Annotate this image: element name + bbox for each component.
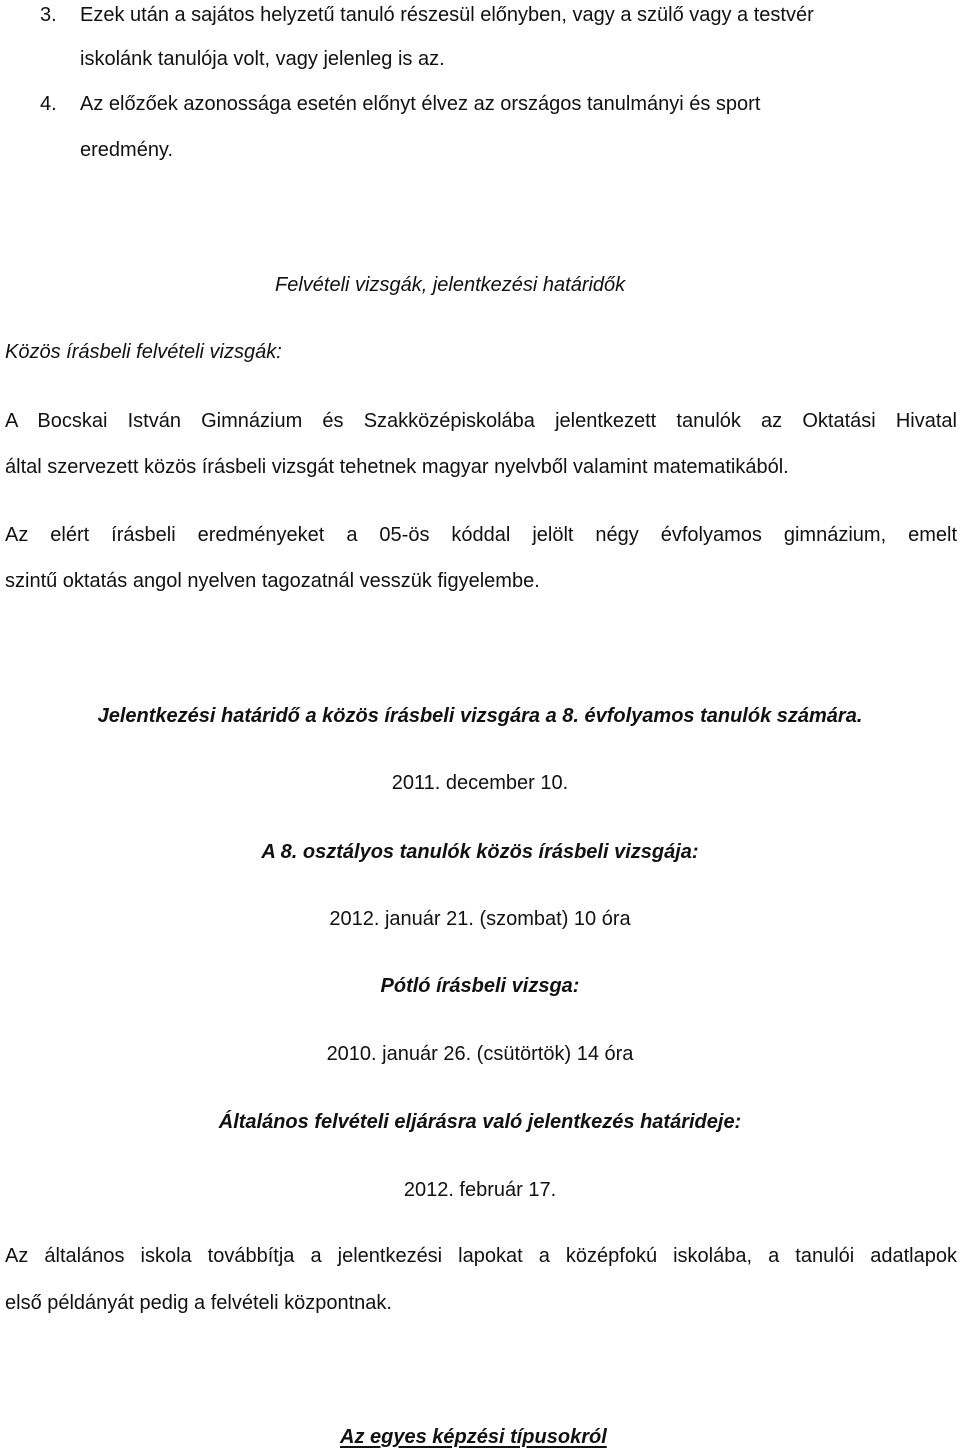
paragraph-line: A Bocskai István Gimnázium és Szakközépiskolába jelentkezett tanulók az Oktatási Hivatal <box>5 410 957 432</box>
exam-date: 2012. január 21. (szombat) 10 óra <box>329 908 631 930</box>
list-item-text-continued: eredmény. <box>80 139 174 161</box>
paragraph-line: által szervezett közös írásbeli vizsgát tehetnek magyar nyelvből valamint matematikából. <box>5 456 789 478</box>
application-deadline-date: 2012. február 17. <box>403 1179 557 1201</box>
list-item-text-continued: iskolánk tanulója volt, vagy jelenleg is az. <box>80 48 445 70</box>
section-title: Felvételi vizsgák, jelentkezési határidők <box>275 274 626 296</box>
deadline-date: 2011. december 10. <box>391 772 569 794</box>
closing-line: Az általános iskola továbbítja a jelentkezési lapokat a középfokú iskolába, a tanulói adatlapok <box>5 1245 957 1267</box>
application-deadline-heading: Általános felvételi eljárásra való jelentkezés határideje: <box>218 1111 742 1133</box>
list-item-number: 3. <box>40 4 57 26</box>
makeup-exam-date: 2010. január 26. (csütörtök) 14 óra <box>326 1043 634 1065</box>
section-subtitle: Közös írásbeli felvételi vizsgák: <box>5 341 282 363</box>
makeup-exam-heading: Pótló írásbeli vizsga: <box>380 975 580 997</box>
closing-line: első példányát pedig a felvételi központnak. <box>5 1292 392 1314</box>
paragraph-line: Az elért írásbeli eredményeket a 05-ös kóddal jelölt négy évfolyamos gimnázium, emelt <box>5 524 957 546</box>
list-item-number: 4. <box>40 93 57 115</box>
list-item-text: Az előzőek azonossága esetén előnyt élvez az országos tanulmányi és sport <box>80 93 761 115</box>
exam-heading: A 8. osztályos tanulók közös írásbeli vizsgája: <box>261 841 699 863</box>
paragraph-line: szintű oktatás angol nyelven tagozatnál vesszük figyelembe. <box>5 570 540 592</box>
list-item-text: Ezek után a sajátos helyzetű tanuló részesül előnyben, vagy a szülő vagy a testvér <box>80 4 814 26</box>
footer-heading: Az egyes képzési típusokról <box>340 1426 607 1448</box>
deadline-heading: Jelentkezési határidő a közös írásbeli vizsgára a 8. évfolyamos tanulók számára. <box>97 705 863 727</box>
